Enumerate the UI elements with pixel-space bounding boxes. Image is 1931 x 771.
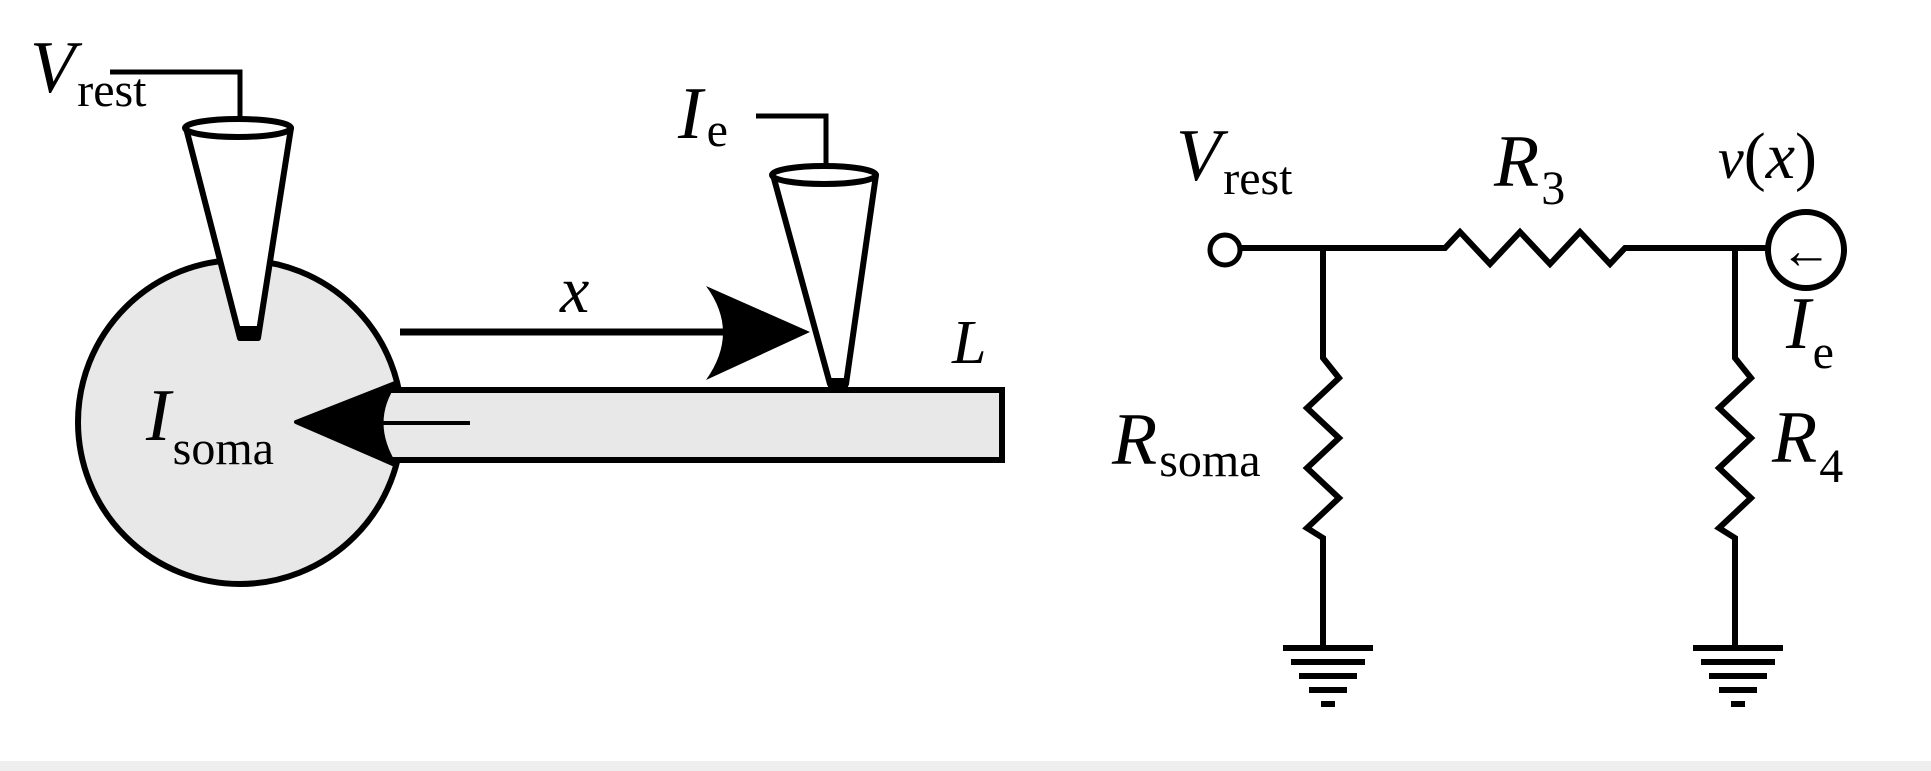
neuron-diagram <box>30 27 1002 584</box>
i-e-electrode-wire <box>756 116 826 170</box>
neuron-l-label: L <box>952 309 987 377</box>
circuit-r4-label: R4 <box>1772 397 1844 493</box>
i-e-electrode-rim <box>772 166 876 184</box>
neuron-i-soma-label: Isoma <box>146 375 274 475</box>
bottom-strip <box>0 761 1931 771</box>
r-soma-resistor <box>1307 350 1339 540</box>
circuit-r-soma-label: Rsoma <box>1112 399 1261 487</box>
neuron-x-label: x <box>560 254 590 327</box>
neuron-i-e-label: Ie <box>678 73 728 157</box>
current-source-arrow-icon: ← <box>1780 223 1832 280</box>
circuit-r3-label: R3 <box>1494 121 1566 215</box>
v-rest-electrode-tip <box>240 326 258 340</box>
neuron-v-rest-label: Vrest <box>30 27 147 117</box>
i-e-electrode <box>756 116 876 390</box>
dendrite-cable <box>392 390 1002 460</box>
ground-right-icon <box>1693 648 1783 704</box>
i-e-electrode-body <box>773 175 876 384</box>
v-rest-electrode-rim <box>185 119 291 137</box>
ground-left-icon <box>1283 648 1373 704</box>
r4-resistor <box>1719 350 1751 540</box>
circuit-diagram <box>1111 115 1844 704</box>
circuit-v-rest-label: Vrest <box>1176 115 1293 205</box>
circuit-i-e-label: Ie <box>1786 283 1834 379</box>
r3-resistor <box>1430 232 1630 264</box>
v-rest-terminal <box>1210 235 1240 265</box>
i-e-electrode-tip <box>828 378 848 390</box>
circuit-v-x-label: v(x) <box>1718 120 1818 193</box>
